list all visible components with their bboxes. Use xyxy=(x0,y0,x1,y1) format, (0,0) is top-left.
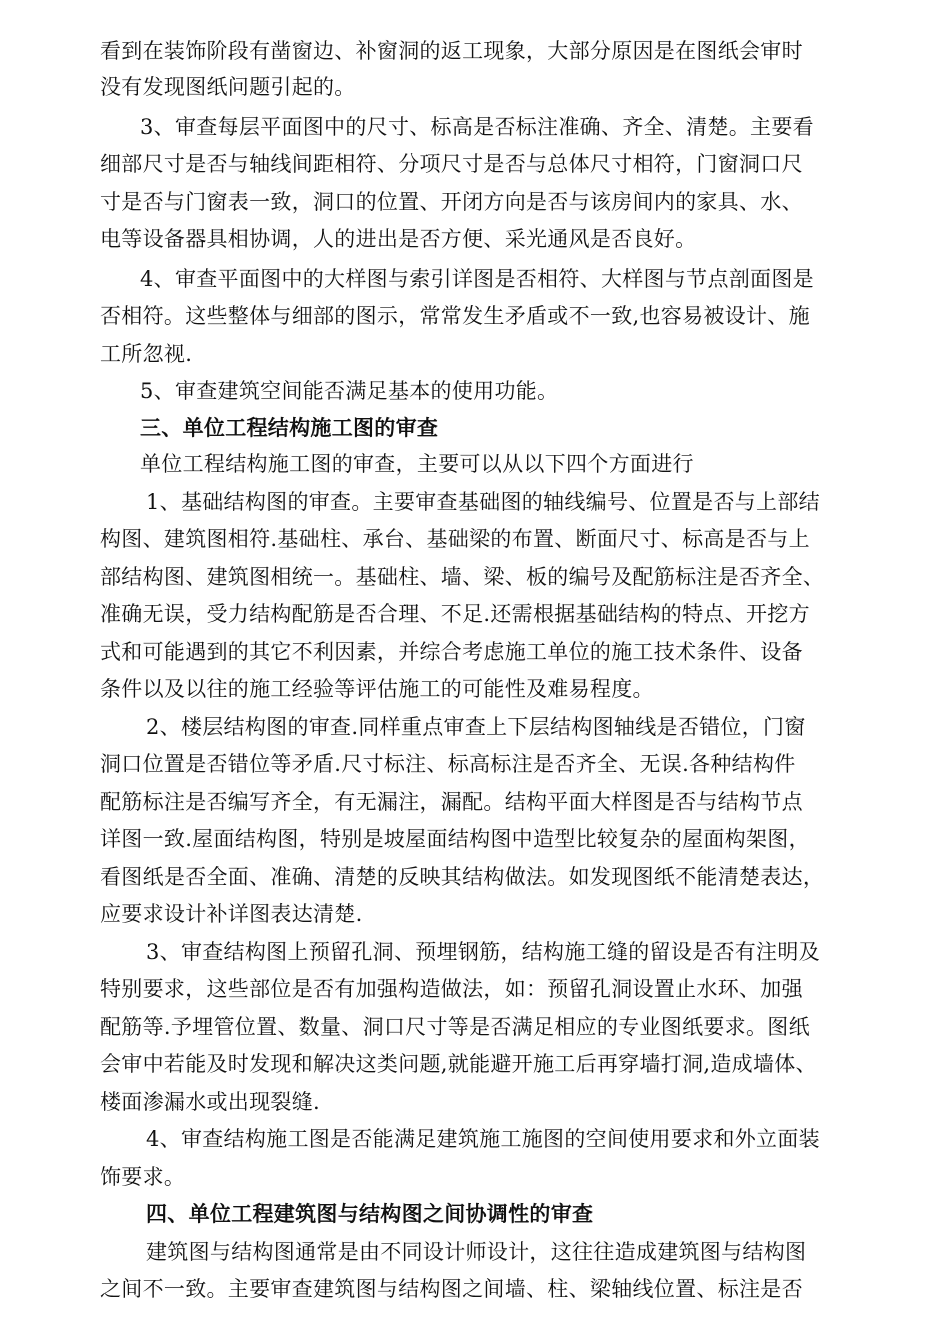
text-line: 应要求设计补详图表达清楚. xyxy=(100,902,363,926)
text-line: 5、审查建筑空间能否满足基本的使用功能。 xyxy=(140,379,559,403)
text-line: 配筋等.予埋管位置、数量、洞口尺寸等是否满足相应的专业图纸要求。图纸 xyxy=(100,1015,810,1039)
text-line: 4、审查结构施工图是否能满足建筑施工施图的空间使用要求和外立面装 xyxy=(146,1127,820,1151)
text-line: 电等设备器具相协调，人的进出是否方便、采光通风是否良好。 xyxy=(100,227,697,251)
text-line: 配筋标注是否编写齐全，有无漏注，漏配。结构平面大样图是否与结构节点 xyxy=(100,790,803,814)
text-line: 4、审查平面图中的大样图与索引详图是否相符、大样图与节点剖面图是 xyxy=(140,267,814,291)
text-line: 建筑图与结构图通常是由不同设计师设计，这往往造成建筑图与结构图 xyxy=(146,1240,807,1264)
text-line: 构图、建筑图相符.基础柱、承台、基础梁的布置、断面尺寸、标高是否与上 xyxy=(100,527,810,551)
text-line: 没有发现图纸问题引起的。 xyxy=(100,75,356,99)
text-line: 楼面渗漏水或出现裂缝. xyxy=(100,1090,320,1114)
text-line: 3、审查每层平面图中的尺寸、标高是否标注准确、齐全、清楚。主要看 xyxy=(140,115,814,139)
text-line: 式和可能遇到的其它不利因素，并综合考虑施工单位的施工技术条件、设备 xyxy=(100,640,803,664)
text-line: 1、基础结构图的审查。主要审查基础图的轴线编号、位置是否与上部结 xyxy=(146,490,820,514)
text-line: 2、楼层结构图的审查.同样重点审查上下层结构图轴线是否错位，门窗 xyxy=(146,715,806,739)
text-line: 准确无误，受力结构配筋是否合理、不足.还需根据基础结构的特点、开挖方 xyxy=(100,602,810,626)
text-line: 条件以及以往的施工经验等评估施工的可能性及难易程度。 xyxy=(100,677,654,701)
text-line: 细部尺寸是否与轴线间距相符、分项尺寸是否与总体尺寸相符，门窗洞口尺 xyxy=(100,152,803,176)
section-heading-3: 三、单位工程结构施工图的审查 xyxy=(140,416,439,440)
section-heading-4: 四、单位工程建筑图与结构图之间协调性的审查 xyxy=(146,1202,594,1226)
text-line: 工所忽视. xyxy=(100,342,193,366)
text-line: 寸是否与门窗表一致，洞口的位置、开闭方向是否与该房间内的家具、水、 xyxy=(100,190,803,214)
text-line: 3、审查结构图上预留孔洞、预埋钢筋，结构施工缝的留设是否有注明及 xyxy=(146,940,820,964)
text-line: 看到在装饰阶段有凿窗边、补窗洞的返工现象，大部分原因是在图纸会审时 xyxy=(100,39,803,63)
text-line: 洞口位置是否错位等矛盾.尺寸标注、标高标注是否齐全、无误.各种结构件 xyxy=(100,752,796,776)
text-line: 部结构图、建筑图相统一。基础柱、墙、梁、板的编号及配筋标注是否齐全、 xyxy=(100,565,825,589)
text-line: 单位工程结构施工图的审查，主要可以从以下四个方面进行 xyxy=(140,452,694,476)
text-line: 否相符。这些整体与细部的图示，常常发生矛盾或不一致,也容易被设计、施 xyxy=(100,304,810,328)
text-line: 特别要求，这些部位是否有加强构造做法，如：预留孔洞设置止水环、加强 xyxy=(100,977,803,1001)
text-line: 饰要求。 xyxy=(100,1165,186,1189)
text-line: 会审中若能及时发现和解决这类问题,就能避开施工后再穿墙打洞,造成墙体、 xyxy=(100,1052,817,1076)
text-line: 详图一致.屋面结构图，特别是坡屋面结构图中造型比较复杂的屋面构架图， xyxy=(100,827,810,851)
text-line: 看图纸是否全面、准确、清楚的反映其结构做法。如发现图纸不能清楚表达， xyxy=(100,865,825,889)
text-line: 之间不一致。主要审查建筑图与结构图之间墙、柱、梁轴线位置、标注是否 xyxy=(100,1277,803,1301)
